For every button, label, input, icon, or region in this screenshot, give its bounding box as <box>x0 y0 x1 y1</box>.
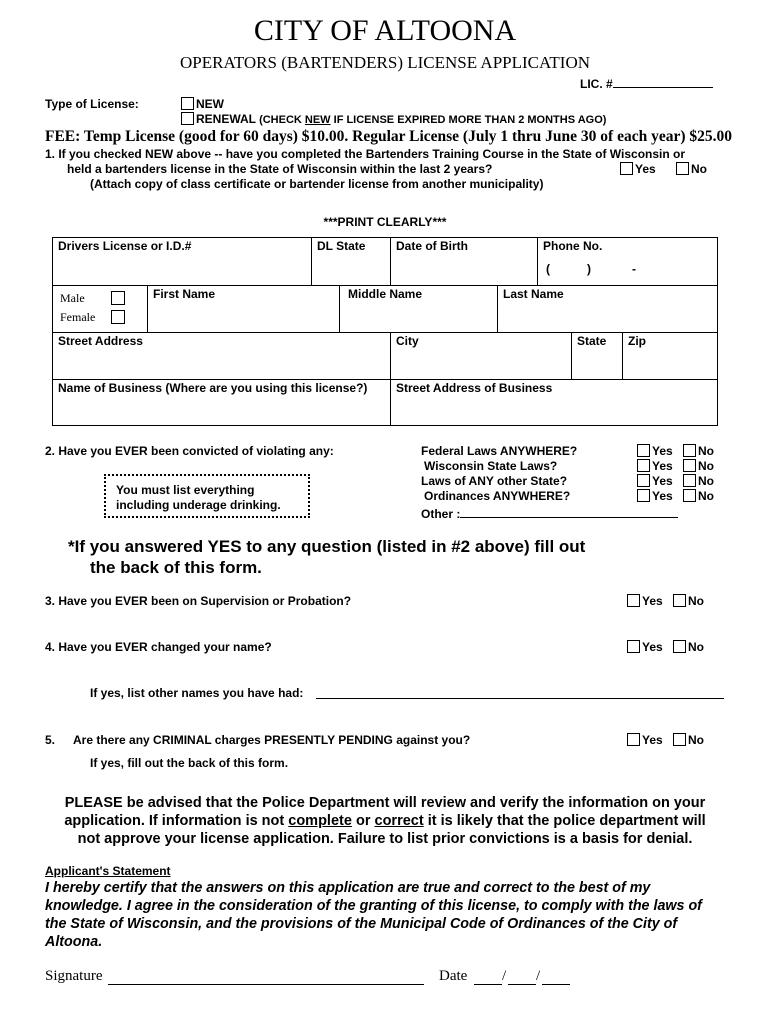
female-option[interactable] <box>60 310 95 325</box>
q2-item-ordinances: Ordinances ANYWHERE? <box>424 489 571 503</box>
renewal-note-new: NEW <box>304 114 331 126</box>
yes-label: Yes <box>652 489 673 503</box>
street-address-cell[interactable] <box>52 332 390 379</box>
business-name-cell[interactable] <box>52 379 390 426</box>
first-name-label: First Name <box>153 287 216 301</box>
male-option[interactable] <box>60 291 85 306</box>
statement-line3: the State of Wisconsin, and the provisions of the Municipal Code of Ordinances of the City of <box>45 916 678 932</box>
q1-line2: held a bartenders license in the State of Wisconsin within the last 2 years? <box>67 162 493 176</box>
checkbox[interactable] <box>637 489 650 502</box>
date-of-birth-label: Date of Birth <box>396 239 468 253</box>
phone-label: Phone No. <box>543 239 603 253</box>
city-cell[interactable] <box>390 332 571 379</box>
date-day-line[interactable] <box>508 984 536 985</box>
yes-label: Yes <box>642 640 663 654</box>
q1-yes-label: Yes <box>635 162 656 176</box>
zip-cell[interactable] <box>622 332 718 379</box>
q1-yes[interactable] <box>620 162 656 176</box>
other-names-label: If yes, list other names you have had: <box>90 686 304 700</box>
no-label: No <box>698 474 714 488</box>
gender-cell <box>52 285 147 332</box>
q5-number: 5. <box>45 733 56 747</box>
signature-label: Signature <box>45 968 103 984</box>
checkbox[interactable] <box>673 733 686 746</box>
checkbox[interactable] <box>627 640 640 653</box>
advisory-line2-post: it is likely that the police department will <box>423 813 706 829</box>
advisory-complete: complete <box>288 813 352 829</box>
q2-other-state-yes[interactable] <box>637 474 673 488</box>
middle-name-cell[interactable] <box>339 285 497 332</box>
q2-wisconsin-yes[interactable] <box>637 459 673 473</box>
middle-name-label: Middle Name <box>348 287 423 301</box>
yes-notice-line2: the back of this form. <box>90 558 262 577</box>
phone-paren-close: ) <box>587 262 591 276</box>
yes-label: Yes <box>642 594 663 608</box>
q5-no[interactable] <box>673 733 704 747</box>
print-clearly: ***PRINT CLEARLY*** <box>323 215 447 229</box>
checkbox[interactable] <box>683 459 696 472</box>
checkbox[interactable] <box>683 474 696 487</box>
phone-paren-open: ( <box>546 262 550 276</box>
lic-number-label: LIC. # <box>580 77 613 91</box>
q2-note-box <box>104 474 310 518</box>
q3-label: 3. Have you EVER been on Supervision or Probation? <box>45 594 352 608</box>
drivers-license-cell[interactable] <box>52 237 311 285</box>
license-type-label: Type of License: <box>45 97 139 111</box>
business-address-label: Street Address of Business <box>396 381 553 395</box>
q2-ordinances-no[interactable] <box>683 489 714 503</box>
other-names-field[interactable] <box>90 686 303 700</box>
advisory-line2 <box>0 813 770 829</box>
page-subtitle: OPERATORS (BARTENDERS) LICENSE APPLICATION <box>179 53 590 72</box>
checkbox[interactable] <box>637 459 650 472</box>
q1-no-checkbox[interactable] <box>676 162 689 175</box>
yes-label: Yes <box>642 733 663 747</box>
renewal-checkbox[interactable] <box>181 112 194 125</box>
q4-label: 4. Have you EVER changed your name? <box>45 640 272 654</box>
drivers-license-label: Drivers License or I.D.# <box>58 239 192 253</box>
new-checkbox[interactable] <box>181 97 194 110</box>
q4-no[interactable] <box>673 640 704 654</box>
q1-no[interactable] <box>676 162 707 176</box>
date-year-line[interactable] <box>542 984 570 985</box>
checkbox[interactable] <box>637 474 650 487</box>
q5-label: Are there any CRIMINAL charges PRESENTLY PENDING against you? <box>73 733 471 747</box>
dl-state-cell[interactable] <box>311 237 390 285</box>
renewal-note-post: IF LICENSE EXPIRED MORE THAN 2 MONTHS AGO) <box>330 114 607 126</box>
q1-yes-checkbox[interactable] <box>620 162 633 175</box>
business-name-label: Name of Business (Where are you using this license?) <box>58 381 368 395</box>
advisory-correct: correct <box>374 813 424 829</box>
other-names-line[interactable] <box>316 698 724 699</box>
male-label: Male <box>60 291 85 305</box>
q2-item-federal: Federal Laws ANYWHERE? <box>421 444 578 458</box>
no-label: No <box>698 489 714 503</box>
date-of-birth-cell[interactable] <box>390 237 537 285</box>
renewal-license-option[interactable] <box>181 112 606 126</box>
renewal-label: RENEWAL <box>196 112 256 126</box>
new-license-option[interactable] <box>181 97 224 111</box>
q5-followup: If yes, fill out the back of this form. <box>90 756 289 770</box>
q1-line3: (Attach copy of class certificate or bartender license from another municipality) <box>90 177 544 191</box>
q3-yes[interactable] <box>627 594 663 608</box>
q2-item-wisconsin: Wisconsin State Laws? <box>424 459 558 473</box>
first-name-cell[interactable] <box>147 285 339 332</box>
no-label: No <box>698 459 714 473</box>
lic-number-field[interactable] <box>580 75 713 91</box>
no-label: No <box>688 594 704 608</box>
phone-dash: - <box>632 262 636 276</box>
city-label: City <box>396 334 419 348</box>
advisory-line3: not approve your license application. Failure to list prior convictions is a basis for denial. <box>77 831 693 847</box>
yes-label: Yes <box>652 474 673 488</box>
yes-notice-line1: *If you answered YES to any question (listed in #2 above) fill out <box>68 537 586 556</box>
advisory-line1: PLEASE be advised that the Police Department will review and verify the information on your <box>64 795 706 811</box>
q2-item-other-state: Laws of ANY other State? <box>421 474 568 488</box>
q2-note-line1: You must list everything <box>116 483 255 497</box>
female-label: Female <box>60 310 96 324</box>
statement-line4: Altoona. <box>45 934 103 950</box>
yes-label: Yes <box>652 444 673 458</box>
date-slash: / <box>502 968 507 984</box>
date-slash: / <box>536 968 541 984</box>
phone-cell[interactable] <box>537 237 718 285</box>
q2-label: 2. Have you EVER been convicted of violating any: <box>45 444 334 458</box>
q2-other-field[interactable] <box>421 505 678 521</box>
no-label: No <box>698 444 714 458</box>
checkbox[interactable] <box>637 444 650 457</box>
zip-label: Zip <box>628 334 646 348</box>
business-address-cell[interactable] <box>390 379 718 426</box>
state-label: State <box>577 334 607 348</box>
advisory-line2-mid: or <box>351 813 375 829</box>
checkbox[interactable] <box>683 444 696 457</box>
statement-line2: knowledge. I agree in the consideration of the granting of this license, to comply with the laws of <box>45 898 702 914</box>
date-label: Date <box>439 968 468 984</box>
q4-yes[interactable] <box>627 640 663 654</box>
statement-line1: I hereby certify that the answers on this application are true and correct to the best of my <box>45 880 651 896</box>
q2-note-line2: including underage drinking. <box>116 498 281 512</box>
last-name-cell[interactable] <box>497 285 718 332</box>
male-checkbox[interactable] <box>111 291 125 305</box>
checkbox[interactable] <box>683 489 696 502</box>
advisory-line2-pre: application. If information is not <box>64 813 289 829</box>
state-cell[interactable] <box>571 332 622 379</box>
signature-line[interactable] <box>108 984 424 985</box>
checkbox[interactable] <box>627 733 640 746</box>
q2-wisconsin-no[interactable] <box>683 459 714 473</box>
statement-heading: Applicant's Statement <box>45 864 171 878</box>
female-checkbox[interactable] <box>111 310 125 324</box>
checkbox[interactable] <box>673 640 686 653</box>
no-label: No <box>688 733 704 747</box>
yes-label: Yes <box>652 459 673 473</box>
renewal-note-pre: (CHECK <box>259 114 305 126</box>
q2-other-label: Other : <box>421 507 461 521</box>
fee-line: FEE: Temp License (good for 60 days) $10.00. Regular License (July 1 thru June 30 of each year) $25.00 <box>45 128 733 145</box>
street-address-label: Street Address <box>58 334 143 348</box>
page-title: CITY OF ALTOONA <box>253 14 517 47</box>
q2-federal-yes[interactable] <box>637 444 673 458</box>
q2-federal-no[interactable] <box>683 444 714 458</box>
dl-state-label: DL State <box>317 239 366 253</box>
no-label: No <box>688 640 704 654</box>
q5-yes[interactable] <box>627 733 663 747</box>
q3-no[interactable] <box>673 594 704 608</box>
checkbox[interactable] <box>673 594 686 607</box>
q1-line1: 1. If you checked NEW above -- have you completed the Bartenders Training Course in the State of Wisconsin or <box>45 147 686 161</box>
q1-no-label: No <box>691 162 707 176</box>
new-label: NEW <box>196 97 224 111</box>
last-name-label: Last Name <box>503 287 564 301</box>
q2-other-state-no[interactable] <box>683 474 714 488</box>
date-month-line[interactable] <box>474 984 502 985</box>
checkbox[interactable] <box>627 594 640 607</box>
q2-ordinances-yes[interactable] <box>637 489 673 503</box>
